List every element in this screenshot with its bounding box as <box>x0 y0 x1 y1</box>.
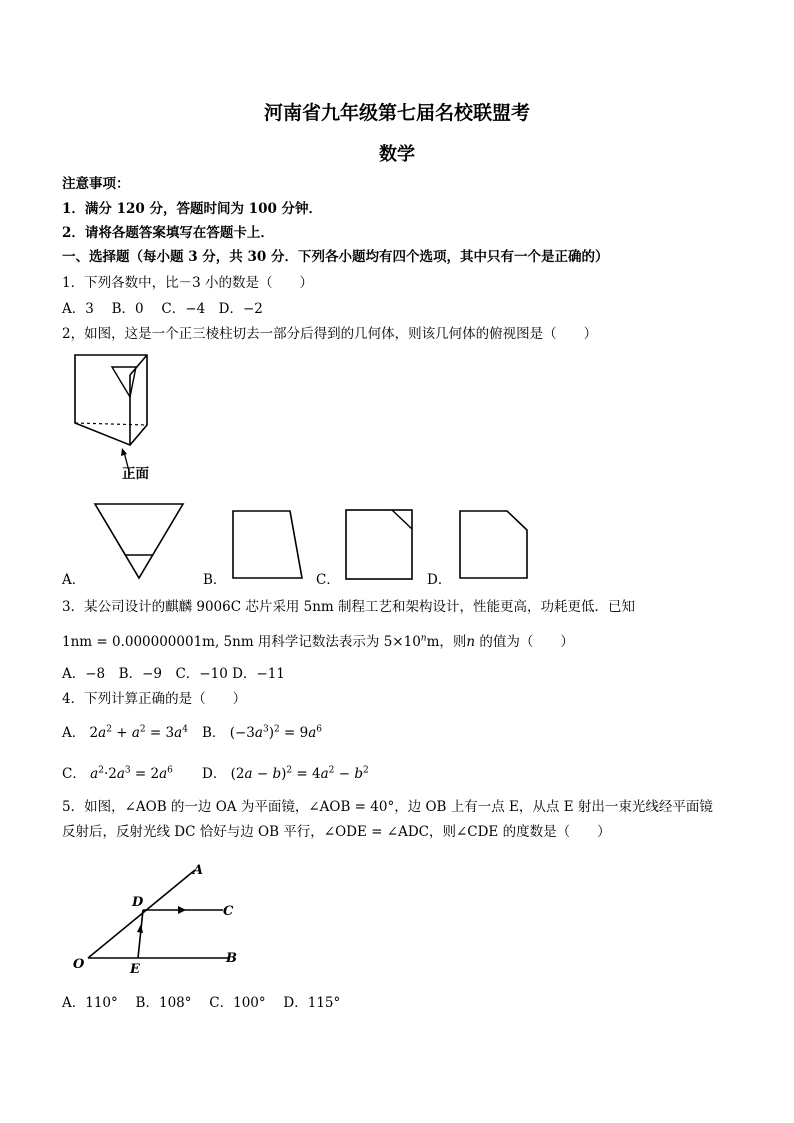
mirror-figure <box>70 858 270 988</box>
option-c-label: C． <box>316 572 340 588</box>
q1-options: A．3 B．0 C．−4 D．−2 <box>62 301 263 317</box>
label-a: A <box>193 863 204 878</box>
page-title: 河南省九年级第七届名校联盟考 <box>263 102 530 124</box>
option-b-label: B． <box>203 572 227 588</box>
q4-option-a-label: A． <box>62 725 86 741</box>
option-c-figure <box>343 507 423 587</box>
notes-heading: 注意事项： <box>62 176 130 192</box>
q3-line2-c: 的值为（ ） <box>475 634 574 650</box>
q4-option-c <box>62 765 173 783</box>
label-e: E <box>130 962 140 977</box>
subject-title: 数学 <box>379 144 415 165</box>
label-o: O <box>73 957 85 972</box>
front-label: 正面 <box>122 466 149 482</box>
q4-option-d-label: D． <box>202 766 227 782</box>
q5-line1: 5．如图，∠AOB 的一边 OA 为平面镜，∠AOB = 40°，边 OB 上有一点 E，从点 E 射出一束光线经平面镜 <box>62 799 713 815</box>
prism-figure <box>70 350 190 480</box>
option-b-figure <box>230 508 310 588</box>
q3-options: A．−8 B．−9 C．−10 D．−11 <box>62 666 285 682</box>
option-d-figure <box>457 508 537 588</box>
q5-line2: 反射后，反射光线 DC 恰好与边 OB 平行，∠ODE = ∠ADC，则∠CDE 的度数是（ ） <box>62 824 611 840</box>
q4-option-c-label: C． <box>62 766 86 782</box>
q4-option-b <box>202 724 322 742</box>
label-d: D <box>132 895 144 910</box>
label-b: B <box>226 951 237 966</box>
q4-option-a-expr: $2a^2 + a^2 = 3a^4$ <box>89 724 188 741</box>
q4-option-b-label: B． <box>202 725 226 741</box>
q1-stem: 1．下列各数中，比－3 小的数是（ ） <box>62 275 313 291</box>
q3-var: n <box>466 634 476 650</box>
note-item: 2．请将各题答案填写在答题卡上． <box>62 225 274 241</box>
option-d-label: D． <box>427 572 452 588</box>
q3-line2-a: 1nm = 0.000000001m, 5nm 用科学记数法表示为 5×10 <box>62 634 421 650</box>
q3-line1: 3．某公司设计的麒麟 9006C 芯片采用 5nm 制程工艺和架构设计，性能更高，功耗更低．已知 <box>62 599 636 615</box>
q3-exponent: n <box>420 633 427 644</box>
q4-option-b-expr: $(-3a^3)^2 = 9a^6$ <box>229 724 322 741</box>
option-a-figure <box>92 500 192 580</box>
q3-line2 <box>62 633 574 651</box>
q4-stem: 4．下列计算正确的是（ ） <box>62 691 247 707</box>
q2-stem: 2，如图，这是一个正三棱柱切去一部分后得到的几何体，则该几何体的俯视图是（ ） <box>62 326 598 342</box>
q4-option-d <box>202 765 369 783</box>
label-c: C <box>223 904 234 919</box>
note-item: 1．满分 120 分，答题时间为 100 分钟． <box>62 201 323 217</box>
q4-option-a <box>62 724 188 742</box>
q5-options: A．110° B．108° C．100° D．115° <box>62 995 341 1011</box>
section-heading: 一、选择题（每小题 3 分，共 30 分．下列各小题均有四个选项，其中只有一个是正确的） <box>62 249 609 265</box>
q4-option-c-expr: $a^2\cdot 2a^3 = 2a^6$ <box>90 765 173 782</box>
option-a-label: A． <box>62 572 86 588</box>
q3-line2-b: m，则 <box>426 634 467 650</box>
q4-option-d-expr: $(2a - b)^2 = 4a^2 - b^2$ <box>230 765 369 782</box>
